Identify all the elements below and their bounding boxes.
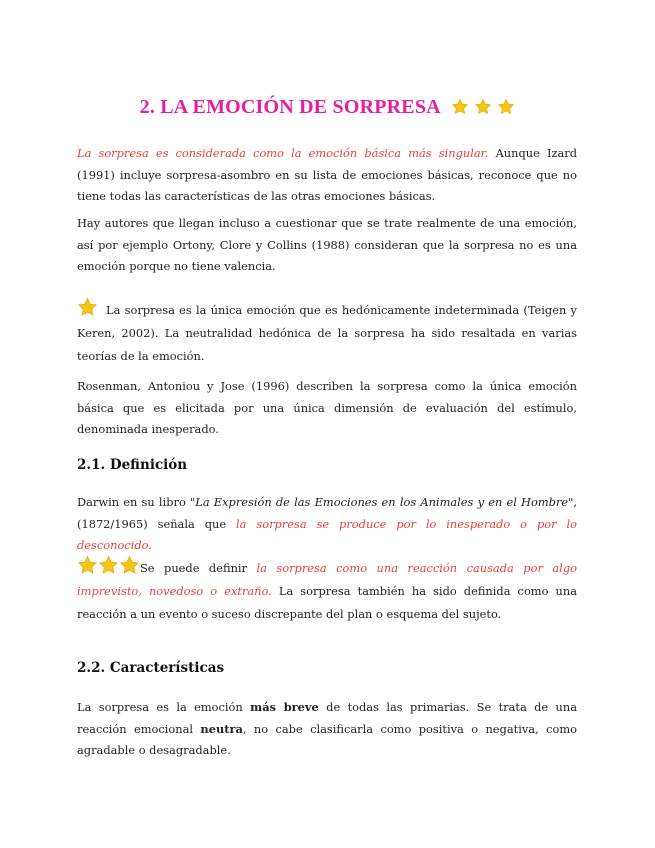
paragraph-hedonic — [77, 297, 577, 368]
paragraph-text: de todas las primarias. Se trata de una reacción emocional — [77, 700, 578, 736]
star-icon — [77, 297, 98, 318]
bold-text: neutra — [200, 721, 243, 736]
page-title — [0, 96, 655, 119]
paragraph-text: La sorpresa es la emoción — [77, 700, 251, 714]
paragraph-darwin — [77, 492, 577, 557]
paragraph-rosenman — [77, 376, 577, 441]
paragraph-text: , no cabe clasificarla como positiva o negativa, como agradable o desagradable. — [77, 721, 577, 757]
paragraph-text: Aunque Izard (1991) incluye sorpresa-asombro en su lista de emociones básicas, reconoce que no tiene todas las características de las otras emociones básicas. — [77, 146, 577, 203]
highlight-text: la sorpresa como una reacción causada por algo imprevisto, novedoso o extraño. — [77, 561, 577, 598]
paragraph-definir — [77, 555, 577, 626]
section-heading-definicion: 2.1. Definición — [77, 457, 188, 473]
highlight-text: La sorpresa es considerada como la emoción básica más singular. — [77, 146, 489, 160]
star-icon — [77, 555, 98, 576]
paragraph-text: La sorpresa también ha sido definida como una reacción a un evento o suceso discrepante del plan o esquema del sujeto. — [77, 584, 577, 621]
star-icon — [451, 98, 469, 116]
section-heading-caracteristicas: 2.2. Características — [77, 660, 225, 676]
star-icon — [474, 98, 492, 116]
star-icon — [119, 555, 140, 576]
paragraph-text: Se puede definir — [140, 561, 257, 575]
bold-text: más breve — [250, 700, 319, 714]
paragraph-text: , (1872/1965) señala que — [77, 495, 577, 531]
paragraph-caracteristicas — [77, 697, 577, 762]
paragraph-ortony — [77, 213, 577, 278]
paragraph-text: La sorpresa es la única emoción que es hedónicamente indeterminada (Teigen y Keren, 2002). La neutralidad hedónica de la sorpresa ha sido resaltada en varias teorías de la emoción. — [77, 303, 577, 363]
title-stars — [451, 96, 515, 118]
book-title: "La Expresión de las Emociones en los Animales y en el Hombre" — [190, 495, 574, 509]
star-icon — [497, 98, 515, 116]
paragraph-text: Hay autores que llegan incluso a cuestionar que se trate realmente de una emoción, así por ejemplo Ortony, Clore y Collins (1988) consideran que la sorpresa no es una emoción porque no tiene valencia. — [77, 216, 577, 273]
paragraph-intro — [77, 143, 577, 208]
star-icon — [98, 555, 119, 576]
highlight-text: la sorpresa se produce por lo inesperado o por lo desconocido. — [77, 516, 577, 552]
paragraph-text: Rosenman, Antoniou y Jose (1996) describen la sorpresa como la única emoción básica que es elicitada por una única dimensión de evaluación del estímulo, denominada inesperado. — [77, 379, 577, 436]
paragraph-text: Darwin en su libro — [77, 495, 191, 509]
title-text: 2. LA EMOCIÓN DE SORPRESA — [139, 96, 440, 118]
